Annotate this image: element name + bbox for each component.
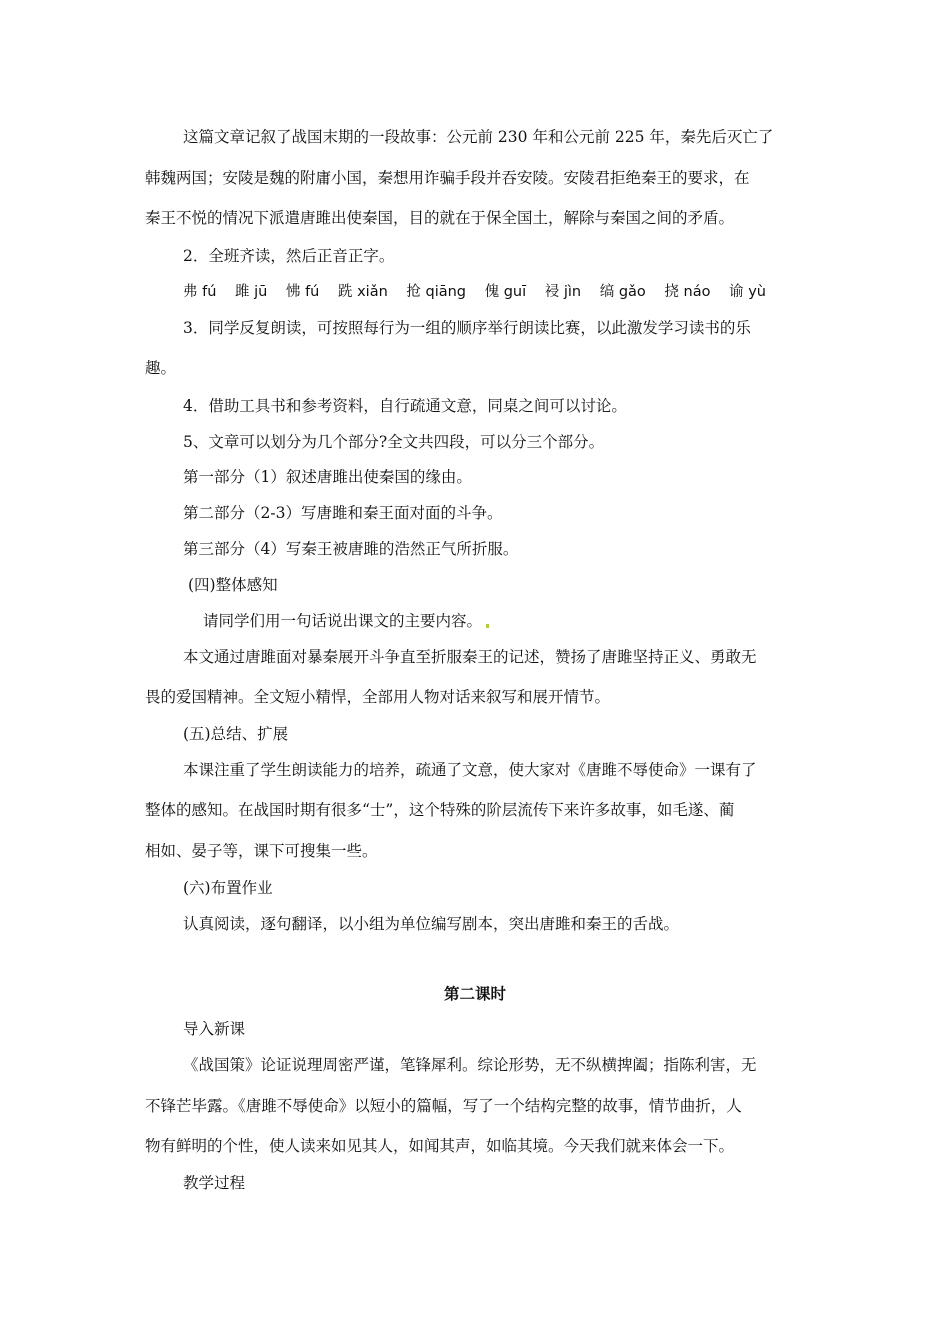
extension-line-2: 整体的感知。在战国时期有很多“士”，这个特殊的阶层流传下来许多故事，如毛遂、蔺 (145, 801, 735, 819)
intro-paragraph-line-2: 韩魏两国；安陵是魏的附庸小国，秦想用诈骗手段并吞安陵。安陵君拒绝秦王的要求，在 (145, 169, 750, 187)
pinyin-item: 跣 xiǎn (337, 284, 388, 300)
intro-paragraph-line-3: 秦王不悦的情况下派遣唐雎出使秦国，目的就在于保全国土，解除与秦国之间的矛盾。 (145, 209, 735, 227)
step-3-line-2: 趣。 (145, 359, 177, 377)
pinyin-item: 祲 jìn (544, 284, 582, 300)
lesson-2-intro-line-1: 《战国策》论证说理周密严谨，笔锋犀利。综论形势，无不纵横捭阖；指陈利害，无 (183, 1056, 757, 1074)
pinyin-item: 缟 gǎo (599, 284, 646, 300)
pinyin-list (183, 282, 780, 302)
intro-heading: 导入新课 (183, 1020, 246, 1038)
part-1: 第一部分（1）叙述唐雎出使秦国的缘由。 (183, 468, 472, 486)
marker-dot (486, 624, 489, 628)
intro-paragraph-line-1: 这篇文章记叙了战国末期的一段故事：公元前 230 年和公元前 225 年，秦先后灭亡了 (183, 128, 774, 146)
process-heading: 教学过程 (183, 1174, 246, 1192)
step-5: 5、文章可以划分为几个部分?全文共四段，可以分三个部分。 (183, 433, 605, 451)
lesson-2-intro-line-3: 物有鲜明的个性，使人读来如见其人，如闻其声，如临其境。今天我们就来体会一下。 (145, 1137, 735, 1155)
summary-line-1: 本文通过唐雎面对暴秦展开斗争直至折服秦王的记述，赞扬了唐雎坚持正义、勇敢无 (183, 648, 757, 666)
section-4-heading: (四)整体感知 (188, 576, 278, 594)
homework-line: 认真阅读，逐句翻译，以小组为单位编写剧本，突出唐雎和秦王的舌战。 (183, 915, 680, 933)
summary-line-2: 畏的爱国精神。全文短小精悍，全部用人物对话来叙写和展开情节。 (145, 688, 611, 706)
step-2: 2．全班齐读，然后正音正字。 (183, 247, 395, 265)
pinyin-item: 傀 guī (484, 284, 527, 300)
pinyin-item: 怫 fú (285, 284, 320, 300)
lesson-2-intro-line-2: 不锋芒毕露。《唐雎不辱使命》以短小的篇幅，写了一个结构完整的故事，情节曲折，人 (145, 1097, 742, 1115)
pinyin-item: 雎 jū (235, 284, 268, 300)
pinyin-item: 挠 náo (664, 284, 711, 300)
lesson-2-title: 第二课时 (443, 985, 506, 1003)
step-4: 4．借助工具书和参考资料，自行疏通文意，同桌之间可以讨论。 (183, 397, 627, 415)
step-3-line-1: 3．同学反复朗读，可按照每行为一组的顺序举行朗读比赛，以此激发学习读书的乐 (183, 319, 751, 337)
part-3: 第三部分（4）写秦王被唐雎的浩然正气所折服。 (183, 540, 519, 558)
extension-line-1: 本课注重了学生朗读能力的培养，疏通了文意，使大家对《唐雎不辱使命》一课有了 (183, 761, 757, 779)
extension-line-3: 相如、晏子等，课下可搜集一些。 (145, 842, 378, 860)
pinyin-item: 抢 qiāng (406, 284, 466, 300)
section-5-heading: (五)总结、扩展 (183, 725, 289, 743)
prompt-line: 请同学们用一句话说出课文的主要内容。 (203, 611, 489, 631)
part-2: 第二部分（2-3）写唐雎和秦王面对面的斗争。 (183, 504, 503, 522)
pinyin-item: 谕 yù (729, 284, 766, 300)
section-6-heading: (六)布置作业 (183, 879, 273, 897)
pinyin-item: 弗 fú (183, 284, 217, 300)
